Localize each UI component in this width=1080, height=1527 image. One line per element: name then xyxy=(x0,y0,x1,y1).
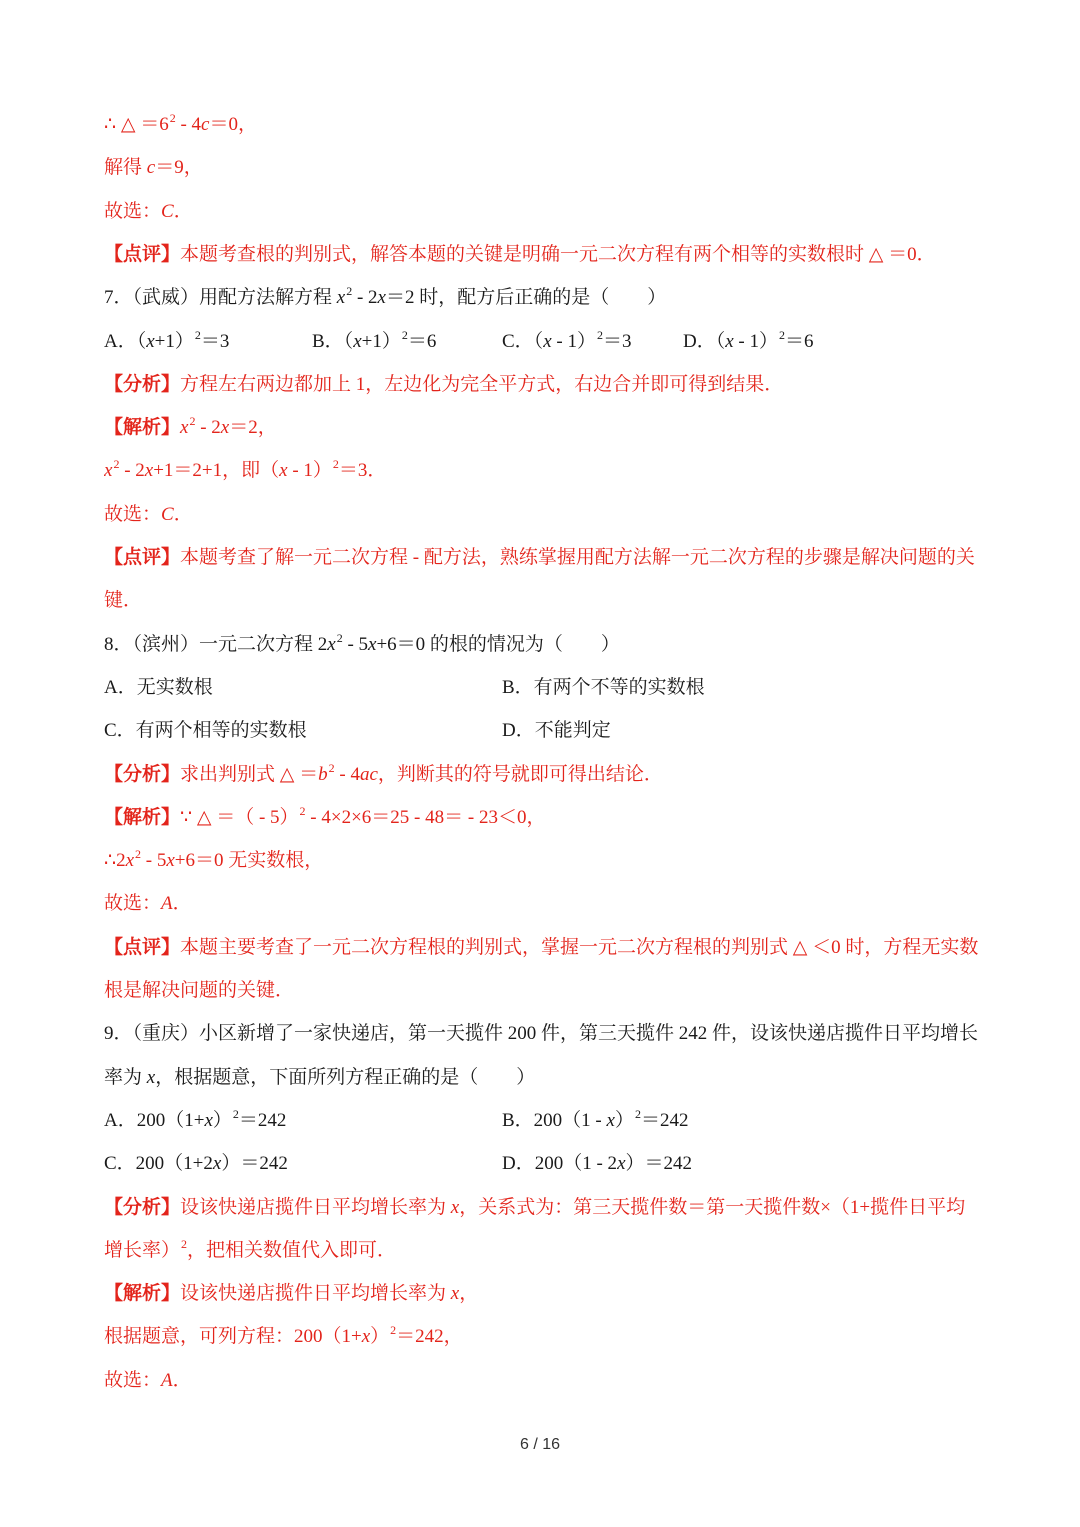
solution-line xyxy=(104,500,193,530)
solution-line xyxy=(104,1366,192,1396)
answer-option xyxy=(104,1106,286,1136)
text-segment: D．不能判定 xyxy=(502,720,611,742)
superscript: 2 xyxy=(181,1236,188,1251)
section-tag: 【分析】 xyxy=(104,373,181,395)
solution-line xyxy=(104,1279,478,1309)
italic-variable: ac xyxy=(359,763,378,785)
superscript: 2 xyxy=(194,327,201,342)
section-tag: 【分析】 xyxy=(104,1196,181,1218)
text-segment: ＝3 xyxy=(200,330,230,352)
italic-variable: b xyxy=(318,763,328,785)
text-segment: - 2 xyxy=(195,417,221,439)
text-segment: ， xyxy=(459,1283,479,1305)
text-segment: - 5 xyxy=(342,633,369,655)
text-segment: ∴ △ ＝6 xyxy=(104,114,169,135)
text-segment: 方程左右两边都加上 1，左边化为完全平方式，右边合并即可得到结果． xyxy=(180,373,784,395)
text-segment: ＝6 xyxy=(407,330,437,352)
italic-variable: x xyxy=(104,460,113,482)
text-segment: ）＝242 xyxy=(625,1153,693,1175)
answer-option xyxy=(502,673,705,703)
text-segment: 8．（滨州）一元二次方程 2 xyxy=(104,633,328,655)
text-segment: B．有两个不等的实数根 xyxy=(502,676,705,698)
italic-variable: c xyxy=(201,114,210,135)
text-segment: 7．（武威）用配方法解方程 xyxy=(104,287,337,309)
solution-line xyxy=(104,933,978,963)
text-segment: ． xyxy=(172,1369,192,1391)
italic-variable: C xyxy=(161,503,174,525)
italic-variable: x xyxy=(125,850,135,872)
text-segment: 故选： xyxy=(104,200,162,222)
italic-variable: x xyxy=(725,330,734,352)
section-tag: 【点评】 xyxy=(104,547,181,568)
text-segment: 设该快递店揽件日平均增长率为 xyxy=(180,1196,451,1218)
text-segment: ）＝242 xyxy=(221,1153,288,1175)
text-segment: 故选： xyxy=(104,893,162,915)
solution-line xyxy=(104,586,142,616)
text-segment: B．200（1 - xyxy=(502,1109,607,1131)
superscript: 2 xyxy=(113,457,120,472)
text-segment: 根是解决问题的关键． xyxy=(104,980,295,1001)
text-segment: ∴2 xyxy=(104,850,126,872)
text-segment: - 1） xyxy=(287,460,332,482)
text-segment: ，判断其的符号就即可得出结论． xyxy=(377,763,663,785)
text-segment: - 2 xyxy=(352,287,378,309)
text-segment: +1） xyxy=(154,330,194,352)
text-segment: A．无实数根 xyxy=(104,676,213,698)
italic-variable: x xyxy=(450,1196,460,1218)
text-segment: ＝242， xyxy=(396,1326,463,1348)
answer-option xyxy=(502,1106,688,1136)
text-segment: +1） xyxy=(361,330,401,352)
section-tag: 【点评】 xyxy=(104,243,181,265)
text-segment: +1＝2+1，即（ xyxy=(153,460,280,482)
text-segment: ＝2 时，配方后正确的是（ ） xyxy=(385,287,667,309)
text-segment: ＝0， xyxy=(209,114,257,135)
text-segment: 故选： xyxy=(104,1369,162,1391)
text-segment: ＝6 xyxy=(785,330,814,352)
text-segment: - 2 xyxy=(119,460,145,482)
solution-line xyxy=(104,153,203,183)
text-segment: ∵ △ ＝（ - 5） xyxy=(180,806,299,828)
section-tag: 【解析】 xyxy=(104,806,181,828)
text-segment: 故选： xyxy=(104,503,162,525)
solution-line xyxy=(104,1193,965,1223)
text-segment: 本题考查了解一元二次方程 - 配方法，熟练掌握用配方法解一元二次方程的步骤是解决问题的关 xyxy=(180,547,975,568)
italic-variable: c xyxy=(146,157,156,179)
text-segment: ，根据题意，下面所列方程正确的是（ ） xyxy=(155,1066,536,1088)
text-segment: 解得 xyxy=(104,157,147,179)
text-segment: ，把相关数值代入即可． xyxy=(187,1239,397,1261)
italic-variable: A xyxy=(161,893,173,915)
question-line xyxy=(104,1019,978,1049)
answer-option xyxy=(104,327,229,357)
answer-option xyxy=(312,327,436,357)
superscript: 2 xyxy=(169,111,176,125)
solution-line xyxy=(104,760,663,790)
italic-variable: x xyxy=(146,330,155,352)
superscript: 2 xyxy=(232,1106,239,1121)
italic-variable: x xyxy=(543,330,552,352)
superscript: 2 xyxy=(346,284,353,299)
italic-variable: x xyxy=(212,1153,222,1175)
text-segment: ． xyxy=(172,893,192,915)
text-segment: 键． xyxy=(104,590,143,612)
italic-variable: C xyxy=(161,200,174,222)
solution-line xyxy=(104,1322,463,1352)
answer-option xyxy=(502,1149,692,1179)
text-segment: ＝3 xyxy=(602,330,632,352)
text-segment: - 4 xyxy=(175,114,202,135)
text-segment: 增长率） xyxy=(104,1239,181,1261)
superscript: 2 xyxy=(336,630,343,645)
text-segment: ＝3． xyxy=(338,460,387,482)
text-segment: ＝9， xyxy=(155,157,203,179)
solution-line xyxy=(104,846,323,876)
text-segment: 本题主要考查了一元二次方程根的判别式，掌握一元二次方程根的判别式 △ ＜0 时，方程无实数 xyxy=(180,936,979,958)
section-tag: 【解析】 xyxy=(104,1283,181,1305)
text-segment: D．（ xyxy=(683,330,726,352)
italic-variable: x xyxy=(450,1283,460,1305)
text-segment: 根据题意，可列方程：200（1+ xyxy=(104,1326,362,1348)
solution-line xyxy=(104,110,257,140)
text-segment: +6＝0 的根的情况为（ ） xyxy=(376,633,620,655)
text-segment: A．（ xyxy=(104,330,147,352)
question-line xyxy=(104,283,666,313)
text-segment: C．有两个相等的实数根 xyxy=(104,720,307,742)
italic-variable: x xyxy=(144,460,154,482)
text-segment: - 1） xyxy=(733,330,778,352)
question-line xyxy=(104,630,620,660)
text-segment: C．（ xyxy=(502,330,544,352)
italic-variable: x xyxy=(353,330,362,352)
text-segment: D．200（1 - 2 xyxy=(502,1153,618,1175)
text-segment: 本题考查根的判别式，解答本题的关键是明确一元二次方程有两个相等的实数根时 △ ＝0． xyxy=(180,243,936,265)
solution-line xyxy=(104,197,193,227)
italic-variable: x xyxy=(361,1326,371,1348)
italic-variable: x xyxy=(617,1153,626,1175)
italic-variable: x xyxy=(166,850,175,872)
text-segment: ） xyxy=(614,1109,634,1131)
text-segment: B．（ xyxy=(312,330,354,352)
solution-line xyxy=(104,803,545,833)
text-segment: ． xyxy=(173,200,193,222)
text-segment: 9．（重庆）小区新增了一家快递店，第一天揽件 200 件，第三天揽件 242 件，设该快递店揽件日平均增长 xyxy=(104,1023,979,1045)
italic-variable: x xyxy=(220,417,230,439)
italic-variable: x xyxy=(336,287,346,309)
italic-variable: x xyxy=(606,1109,615,1131)
superscript: 2 xyxy=(390,1323,397,1338)
answer-option xyxy=(502,716,611,746)
page-number: 6 / 16 xyxy=(519,1436,561,1453)
text-segment: 设该快递店揽件日平均增长率为 xyxy=(180,1283,451,1305)
superscript: 2 xyxy=(135,847,142,862)
solution-line xyxy=(104,240,936,270)
text-segment: 求出判别式 △ ＝ xyxy=(180,763,319,785)
italic-variable: x xyxy=(368,633,377,655)
answer-option xyxy=(104,673,213,703)
solution-line xyxy=(104,1236,396,1266)
question-line xyxy=(104,1063,535,1093)
superscript: 2 xyxy=(189,414,196,429)
answer-option xyxy=(502,327,631,357)
text-segment: - 1） xyxy=(551,330,596,352)
text-segment: - 4 xyxy=(334,763,360,785)
text-segment: 率为 xyxy=(104,1066,147,1088)
text-segment: ） xyxy=(212,1109,232,1131)
text-segment: C．200（1+2 xyxy=(104,1153,213,1175)
superscript: 2 xyxy=(332,457,339,472)
italic-variable: x xyxy=(377,287,386,309)
answer-option xyxy=(104,1149,288,1179)
italic-variable: x xyxy=(327,633,336,655)
superscript: 2 xyxy=(779,327,785,342)
text-segment: ＝242 xyxy=(640,1109,689,1131)
solution-line xyxy=(104,413,277,443)
text-segment: ＝242 xyxy=(238,1109,287,1131)
superscript: 2 xyxy=(634,1106,641,1121)
superscript: 2 xyxy=(328,760,335,775)
superscript: 2 xyxy=(299,803,306,818)
text-segment: ＝2， xyxy=(229,417,277,439)
superscript: 2 xyxy=(401,327,408,342)
solution-line xyxy=(104,976,294,1006)
solution-line xyxy=(104,456,386,486)
italic-variable: x xyxy=(180,417,189,439)
text-segment: A．200（1+ xyxy=(104,1109,205,1131)
solution-line xyxy=(104,543,975,573)
section-tag: 【分析】 xyxy=(104,763,181,785)
answer-option xyxy=(104,716,307,746)
italic-variable: A xyxy=(161,1369,173,1391)
answer-option xyxy=(683,327,814,357)
solution-line xyxy=(104,370,783,400)
text-segment: - 5 xyxy=(141,850,167,872)
italic-variable: x xyxy=(204,1109,213,1131)
text-segment: ，关系式为：第三天揽件数＝第一天揽件数×（1+揽件日平均 xyxy=(459,1196,966,1218)
solution-line xyxy=(104,889,192,919)
italic-variable: x xyxy=(279,460,288,482)
text-segment: ） xyxy=(370,1326,390,1348)
text-segment: +6＝0 无实数根， xyxy=(174,850,324,872)
superscript: 2 xyxy=(596,327,603,342)
text-segment: - 4×2×6＝25 - 48＝ - 23＜0， xyxy=(305,806,546,828)
section-tag: 【点评】 xyxy=(104,936,181,958)
italic-variable: x xyxy=(146,1066,156,1088)
text-segment: ． xyxy=(173,503,193,525)
section-tag: 【解析】 xyxy=(104,417,181,439)
